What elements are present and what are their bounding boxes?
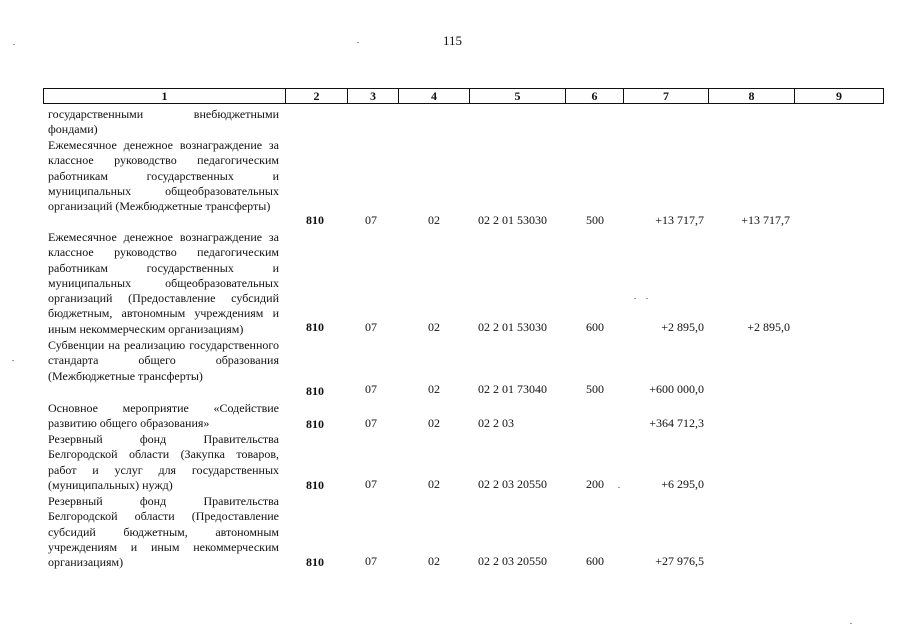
header-col-3: 3: [348, 89, 399, 103]
col-5-value: 02 2 01 53030: [478, 320, 547, 334]
col-7-value: +13 717,7: [655, 213, 704, 227]
header-col-4: 4: [399, 89, 470, 103]
scan-speck: [618, 487, 620, 488]
col-4-value: 02: [428, 320, 440, 334]
col-6-value: 200: [586, 477, 604, 491]
col-3-value: 07: [365, 477, 377, 491]
scan-speck: [357, 42, 359, 43]
col-8-value: +2 895,0: [747, 320, 790, 334]
col-2-value: 810: [306, 213, 324, 227]
col-5-value: 02 2 01 73040: [478, 382, 547, 396]
header-col-6: 6: [566, 89, 624, 103]
col-2-value: 810: [306, 320, 324, 334]
col-2-value: 810: [306, 384, 324, 398]
col-3-value: 07: [365, 416, 377, 430]
row-description: Субвенции на реализацию государственного стандарта общего образования (Межбюджетные трансферты): [48, 338, 279, 383]
col-7-value: +2 895,0: [661, 320, 704, 334]
row-description: Ежемесячное денежное вознаграждение за классное руководство педагогическим работникам государственных и муниципальных общеобразовательных организаций (Межбюджетные трансферты): [48, 138, 279, 214]
scan-speck: [646, 298, 648, 299]
col-4-value: 02: [428, 213, 440, 227]
col-3-value: 07: [365, 382, 377, 396]
col-7-value: +600 000,0: [649, 382, 704, 396]
header-col-7: 7: [624, 89, 709, 103]
row-description: Ежемесячное денежное вознаграждение за классное руководство педагогическим работникам государственных и муниципальных общеобразовательных организаций (Предоставление субсидий бюджетным, автономным учреждениям и иным некоммерческим организациям): [48, 230, 279, 336]
col-3-value: 07: [365, 554, 377, 568]
col-7-value: +364 712,3: [649, 416, 704, 430]
header-col-1: 1: [44, 89, 286, 103]
row-description: Основное мероприятие «Содействие развитию общего образования»: [48, 401, 279, 431]
scan-speck: [13, 44, 15, 45]
col-2-value: 810: [306, 417, 324, 431]
scan-speck: [12, 360, 14, 361]
header-col-9: 9: [836, 89, 842, 103]
col-7-value: +6 295,0: [661, 477, 704, 491]
col-5-value: 02 2 01 53030: [478, 213, 547, 227]
col-2-value: 810: [306, 555, 324, 569]
scan-speck: [634, 298, 636, 299]
col-5-value: 02 2 03 20550: [478, 554, 547, 568]
row-description: Резервный фонд Правительства Белгородской области (Закупка товаров, работ и услуг для государственных (муниципальных) нужд): [48, 432, 279, 492]
col-6-value: 500: [586, 213, 604, 227]
col-4-value: 02: [428, 382, 440, 396]
page-number: 115: [442, 33, 463, 48]
col-4-value: 02: [428, 477, 440, 491]
row-description: государственными внебюджетными фондами): [48, 107, 279, 137]
table-header: [43, 88, 884, 104]
col-7-value: +27 976,5: [655, 554, 704, 568]
row-description: Резервный фонд Правительства Белгородской области (Предоставление субсидий бюджетным, автономным учреждениям и иным некоммерческим организациям): [48, 494, 279, 570]
col-6-value: 600: [586, 554, 604, 568]
col-2-value: 810: [306, 478, 324, 492]
col-5-value: 02 2 03: [478, 416, 514, 430]
col-3-value: 07: [365, 213, 377, 227]
col-4-value: 02: [428, 554, 440, 568]
scan-speck: [850, 623, 852, 624]
col-5-value: 02 2 03 20550: [478, 477, 547, 491]
col-6-value: 600: [586, 320, 604, 334]
col-4-value: 02: [428, 416, 440, 430]
header-col-2: 2: [286, 89, 348, 103]
header-col-5: 5: [470, 89, 566, 103]
col-8-value: +13 717,7: [741, 213, 790, 227]
col-6-value: 500: [586, 382, 604, 396]
header-col-8: 8: [709, 89, 795, 103]
col-3-value: 07: [365, 320, 377, 334]
